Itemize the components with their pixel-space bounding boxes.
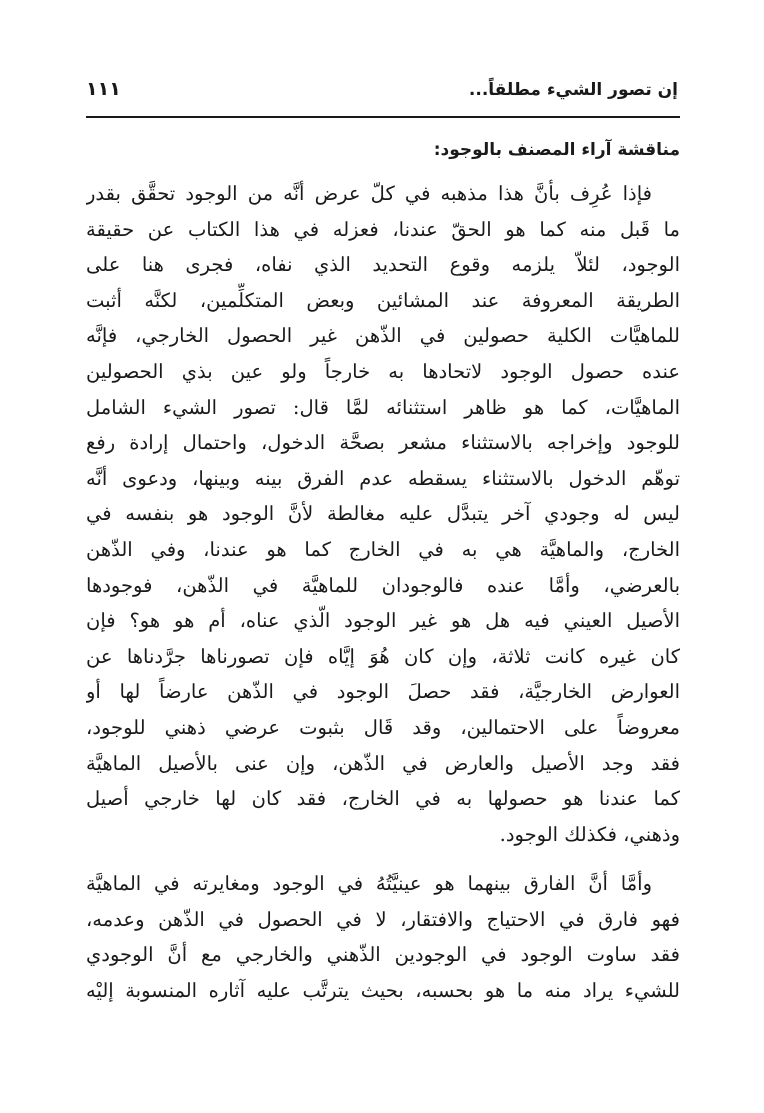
text-line: وذهني، فكذلك الوجود. [499, 822, 680, 846]
text-line: فقد وجد الأصيل والعارض في الذّهن، وإن عنى بالأصيل الماهيَّة [86, 751, 680, 775]
text-line: الوجود، لئلاّ يلزمه وقوع التحديد الذي نفاه، فجرى هنا على [86, 253, 680, 277]
text-line: للشيء يراد منه ما هو بحسبه، بحيث يترتَّب عليه آثاره المنسوبة إليْه [86, 979, 680, 1003]
text-line: للماهيَّات الكلية حصولين في الذّهن غير الحصول الخارجي، فإنَّه [86, 324, 680, 348]
text-line: عنده حصول الوجود لاتحادها به خارجاً ولو عين بذي الحصولين [86, 359, 680, 383]
paragraph-1 [86, 176, 680, 852]
text-line: الأصيل العيني فيه هل هو غير الوجود الّذي عناه، أم هو هو؟ فإن [86, 609, 680, 633]
text-line: ما قَبل منه كما هو الحقّ عندنا، فعزله في هذا الكتاب عن حقيقة [86, 217, 680, 241]
page-body [86, 128, 680, 1009]
text-line: معروضاً على الاحتمالين، وقد قَال بثبوت عرضي ذهني للوجود، [86, 715, 680, 739]
page-header [86, 78, 678, 108]
text-line: كما عندنا هو حصولها به في الخارج، فقد كان لها خارجي أصيل [86, 787, 680, 811]
text-line: العوارض الخارجيَّة، فقد حصلَ الوجود في الذّهن عارضاً لها أو [86, 680, 680, 704]
text-line: ليس له وجودي آخر يتبدَّل عليه مغالطة لأنَّ الوجود هو بنفسه في [86, 502, 680, 526]
text-line: بالعرضي، وأمَّا عنده فالوجودان للماهيَّة في الذّهن، فوجودها [86, 573, 680, 597]
paragraph-spacer [86, 852, 680, 866]
text-line: فهو فارق في الاحتياج والافتقار، لا في الحصول في الذّهن وعدمه، [86, 907, 680, 931]
text-line: فقد ساوت الوجود في الوجودين الذّهني والخارجي مع أنَّ الوجودي [86, 943, 680, 967]
text-line: وأمَّا أنَّ الفارق بينهما هو عينيَّتُهُ في الوجود ومغايرته في الماهيَّة [86, 872, 652, 896]
text-line: الخارج، والماهيَّة هي به في الخارج كما هو عندنا، وفي الذّهن [86, 537, 680, 561]
running-title: إن تصور الشيء مطلقاً... [468, 80, 678, 100]
text-line: كان غيره كانت ثلاثة، وإن كان هُوَ إيَّاه فإن تصورناها جرَّدناها عن [86, 644, 680, 668]
text-line: الطريقة المعروفة عند المشائين وبعض المتكلِّمين، لكنَّه أثبت [86, 288, 680, 312]
text-line: توهّم الدخول بالاستثناء يسقطه عدم الفرق بينه وبينها، ودعوى أنَّه [86, 466, 680, 490]
section-heading: مناقشة آراء المصنف بالوجود: [433, 140, 680, 160]
paragraph-2 [86, 866, 680, 1008]
page-number: ١١١ [86, 78, 121, 100]
text-line: فإذا عُرِف بأنَّ هذا مذهبه في كلّ عرض أنَّه من الوجود تحقَّق بقدر [86, 182, 652, 205]
text-line: الماهيَّات، كما هو ظاهر استثنائه لمَّا قال: تصور الشيء الشامل [86, 395, 680, 419]
text-line: للوجود وإخراجه بالاستثناء مشعر بصحَّة الدخول، واحتمال إرادة رفع [86, 431, 680, 455]
header-divider [86, 116, 680, 118]
